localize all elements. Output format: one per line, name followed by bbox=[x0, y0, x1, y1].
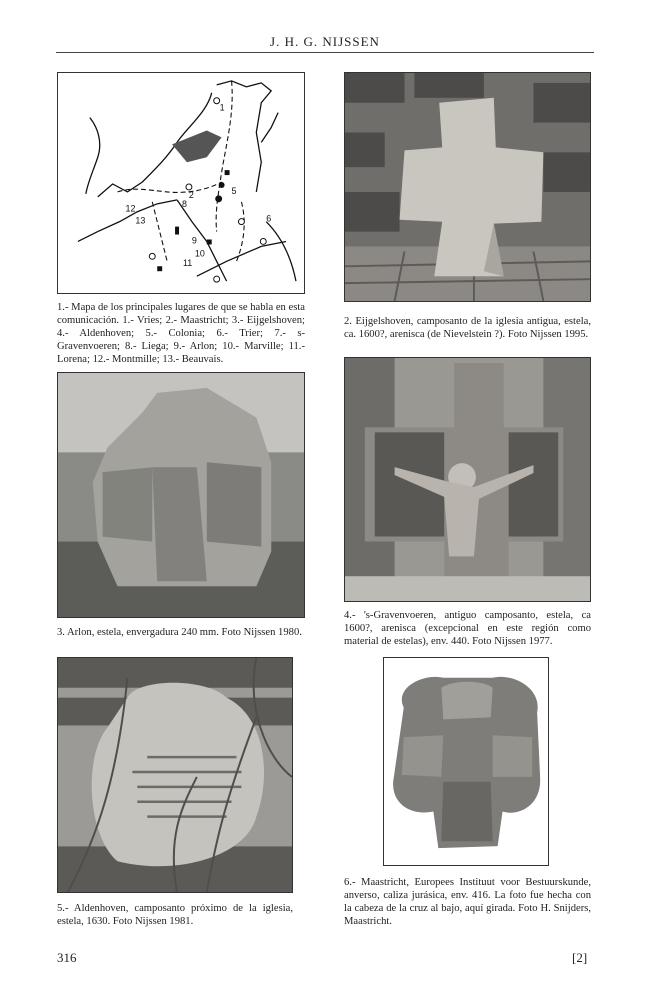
photo-6-stone-cross bbox=[384, 658, 548, 865]
figure-3-photo bbox=[57, 372, 305, 618]
figure-4-caption: 4.- 's-Gravenvoeren, antiguo camposanto, estela, ca 1600?, arenisca (excepcional en este región como material de estelas), env. 440. Foto Nijssen 1977. bbox=[344, 610, 591, 647]
map-label-13: 13 bbox=[135, 215, 146, 226]
header-rule bbox=[56, 52, 594, 53]
figure-1-caption: 1.- Mapa de los principales lugares de que se habla en esta comunicación. 1.- Vries; 2.- Maastricht; 3.- Eijgelshoven; 4.- Aldenhoven; 5.- Colonia; 6.- Trier; 7.- s-Gravenvoeren; 8.- Liega; 9.- Arlon; 10.- Marville; 11.- Lorena; 12.- Montmille; 13.- Beauvais. bbox=[57, 302, 305, 365]
figure-4-photo bbox=[344, 357, 591, 602]
map-label-6: 6 bbox=[266, 213, 272, 224]
running-header: J. H. G. NIJSSEN bbox=[270, 34, 380, 49]
figure-5-photo bbox=[57, 657, 293, 893]
map-label-5: 5 bbox=[231, 185, 237, 196]
page-bracket-number: [2] bbox=[572, 950, 588, 965]
photo-3-cross bbox=[58, 373, 304, 617]
figure-1-map bbox=[57, 72, 305, 294]
map-label-12: 12 bbox=[125, 203, 136, 214]
photo-4-crucifix bbox=[345, 358, 590, 601]
figure-5-caption: 5.- Aldenhoven, camposanto próximo de la iglesia, estela, 1630. Foto Nijssen 1981. bbox=[57, 903, 293, 927]
figure-2-photo bbox=[344, 72, 591, 302]
photo-2-cross bbox=[345, 73, 590, 301]
figure-6-caption: 6.- Maastricht, Europees Instituut voor Bestuurskunde, anverso, caliza jurásica, env. 416. La foto fue hecha con la cabeza de la cruz al bajo, aquí girada. Foto H. Snijders, Maastricht. bbox=[344, 877, 591, 927]
map-label-10: 10 bbox=[194, 248, 205, 259]
figure-2-caption: 2. Eijgelshoven, camposanto de la iglesia antigua, estela, ca. 1600?, arenisca (de Nievelstein ?). Foto Nijssen 1995. bbox=[344, 316, 591, 340]
map-label-1: 1 bbox=[219, 102, 225, 113]
map-label-2: 2 bbox=[188, 189, 194, 200]
map-label-11: 11 bbox=[182, 258, 193, 269]
map-label-8: 8 bbox=[181, 198, 187, 209]
figure-3-caption: 3. Arlon, estela, envergadura 240 mm. Foto Nijssen 1980. bbox=[57, 627, 302, 638]
figure-6-photo bbox=[383, 657, 549, 866]
page-number: 316 bbox=[57, 950, 77, 965]
map-label-9: 9 bbox=[191, 235, 197, 246]
photo-5-inscribed-stone bbox=[58, 658, 292, 892]
map-drawing bbox=[58, 73, 304, 293]
